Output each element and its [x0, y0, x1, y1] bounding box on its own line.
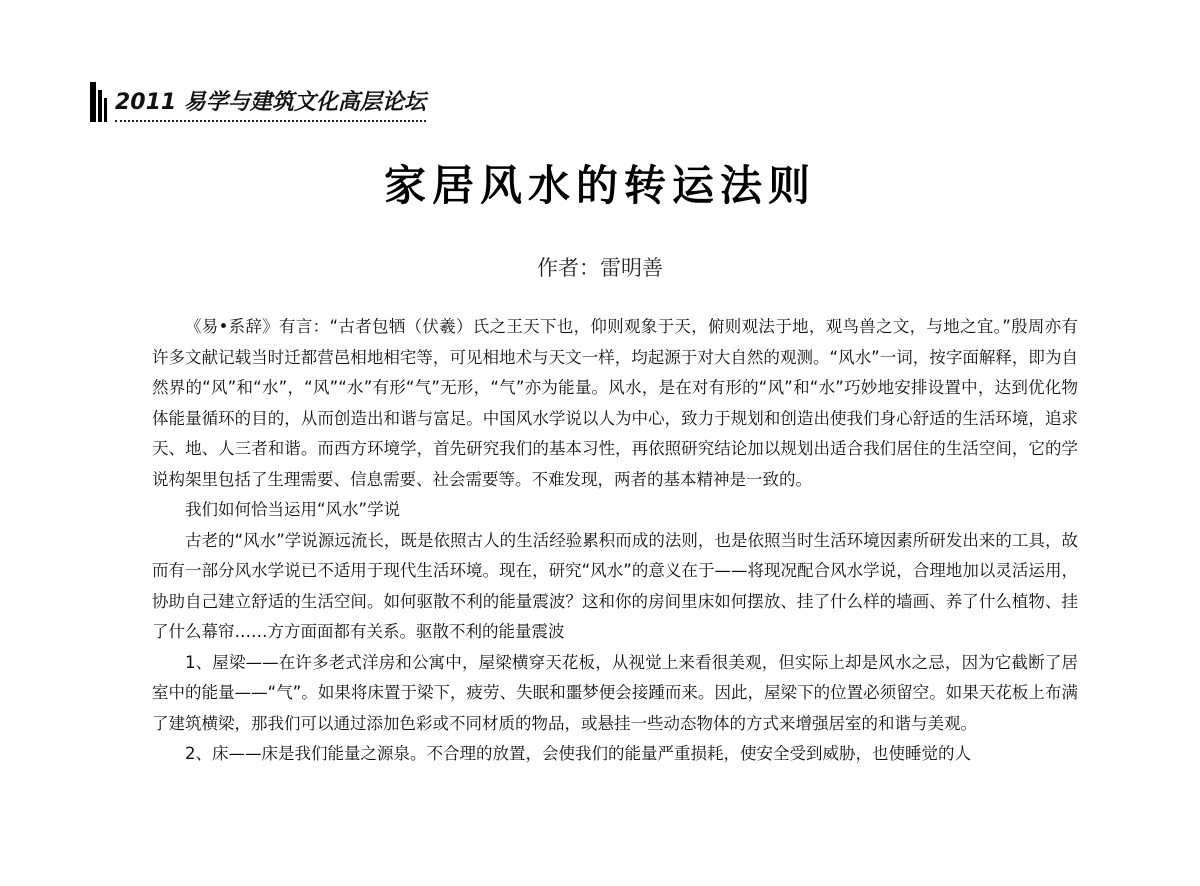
body-paragraph: 1、屋梁——在许多老式洋房和公寓中，屋梁横穿天花板，从视觉上来看很美观，但实际上却是风水之忌，因为它截断了居室中的能量——“气”。如果将床置于梁下，疲劳、失眠和噩梦便会接踵而来。因此，屋梁下的位置必须留空。如果天花板上布满了建筑横梁，那我们可以通过添加色彩或不同材质的物品，或悬挂一些动态物体的方式来增强居室的和谐与美观。 [152, 652, 1078, 733]
article-title: 家居风水的转运法则 [383, 161, 816, 210]
article-author: 作者：雷明善 [537, 256, 663, 280]
body-paragraph: 2、床——床是我们能量之源泉。不合理的放置，会使我们的能量严重损耗，使安全受到威胁，也使睡觉的人 [185, 744, 971, 763]
section-heading: 我们如何恰当运用“风水”学说 [185, 500, 401, 519]
header-bars-icon [90, 82, 109, 122]
body-paragraph: 《易•系辞》有言：“古者包牺（伏羲）氏之王天下也，仰则观象于天，俯则观法于地，观鸟兽之文，与地之宜。”殷周亦有许多文献记载当时迁都营邑相地相宅等，可见相地术与天文一样，均起源于对大自然的观测。“风水”一词，按字面解释，即为自然界的“风”和“水”，“风”“水”有形“气”无形，“气”亦为能量。风水，是在对有形的“风”和“水”巧妙地安排设置中，达到优化物体能量循环的目的，从而创造出和谐与富足。中国风水学说以人为中心，致力于规划和创造出使我们身心舒适的生活环境，追求天、地、人三者和谐。而西方环境学，首先研究我们的基本习性，再依照研究结论加以规划出适合我们居住的生活空间，它的学说构架里包括了生理需要、信息需要、社会需要等。不难发现，两者的基本精神是一致的。 [152, 317, 1078, 489]
article-body [152, 312, 1078, 770]
running-header-title: 2011 易学与建筑文化高层论坛 [115, 88, 426, 122]
running-header [90, 80, 426, 122]
body-paragraph: 古老的“风水”学说源远流长，既是依照古人的生活经验累积而成的法则，也是依照当时生活环境因素所研发出来的工具，故而有一部分风水学说已不适用于现代生活环境。现在，研究“风水”的意义在于——将现况配合风水学说，合理地加以灵活运用，协助自己建立舒适的生活空间。如何驱散不利的能量震波？这和你的房间里床如何摆放、挂了什么样的墙画、养了什么植物、挂了什么幕帘……方方面面都有关系。驱散不利的能量震波 [152, 530, 1078, 641]
